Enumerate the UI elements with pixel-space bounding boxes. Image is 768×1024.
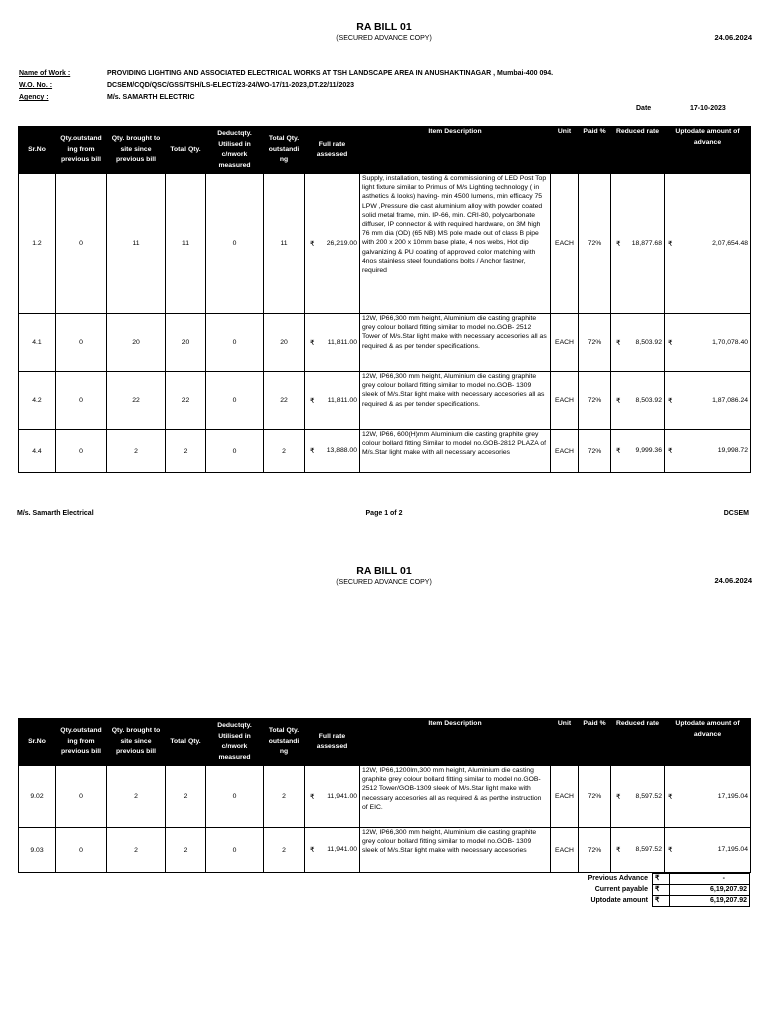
reduced-rate-value: 9,999.36 (635, 447, 662, 454)
rupee-symbol: ₹ (653, 885, 670, 896)
rupee-symbol: ₹ (616, 339, 621, 347)
cell-deduct: 0 (206, 828, 264, 873)
header-full-rate: Full rate assessed (305, 719, 360, 766)
header-unit: Unit (551, 127, 579, 174)
cell-total-outstanding: 20 (264, 314, 305, 372)
reduced-rate-value: 8,503.92 (635, 396, 662, 404)
rupee-symbol: ₹ (616, 793, 621, 801)
cell-total-outstanding: 2 (264, 828, 305, 873)
header-outstanding: Qty.outstand ing from previous bill (56, 719, 107, 766)
rupee-symbol: ₹ (653, 874, 670, 885)
cell-paid: 72% (579, 766, 611, 828)
rupee-symbol: ₹ (310, 793, 315, 801)
header-total: Total Qty. (166, 719, 206, 766)
header-outstanding: Qty.outstand ing from previous bill (56, 127, 107, 174)
rupee-symbol: ₹ (668, 339, 673, 347)
table-row (19, 430, 751, 473)
total-row-previous-advance (586, 874, 750, 885)
cell-description: 12W, IP66,300 mm height, Aluminium die casting graphite grey colour bollard fitting similar to model no.GOB- 1309 sleek of M/s.Star light make with necessary accesories all as required & as per tender specifications. (360, 372, 551, 430)
date-value: 17-10-2023 (690, 105, 726, 112)
cell-deduct: 0 (206, 372, 264, 430)
rupee-symbol: ₹ (310, 448, 315, 455)
cell-amount (665, 372, 751, 430)
cell-full-rate (305, 174, 360, 314)
full-rate-value: 13,888.00 (326, 447, 357, 454)
cell-description: Supply, installation, testing & commissioning of LED Post Top light fixture similar to Primus of M/s Lighting technology ( in asthetics & looks) having- min 4500 lumens, min efficacy 75 LPW ,Pressure die cast aluminium alloy with powder coated solid metal frame, min. IP-66, min. CRI-80, polycarbonate diffuser, IP connector & with required hardware, on 3M high 76 mm dia (OD) (65 NB) MS pole made out of class B pipe with 200 x 200 x 10mm base plate, 4 nos webs, Hot dip galvanizing & PU coating of approved color matching with 4nos stainless steel foundations bolts / Anchor fastner, required (360, 174, 551, 314)
cell-description: 12W, IP66,1200lm,300 mm height, Aluminium die casting graphite grey colour bollard fitting similar to model no.GOB-2512 Tower/GOB-1309 sleek of M/s.Star light make with necessary accesories all as required & as perthe instruction of EIC. (360, 766, 551, 828)
cell-outstanding: 0 (56, 766, 107, 828)
full-rate-value: 11,811.00 (327, 338, 357, 346)
rupee-symbol: ₹ (310, 397, 315, 405)
wo-no-row (19, 82, 354, 89)
amount-value: 1,87,086.24 (712, 396, 748, 404)
cell-total: 22 (166, 372, 206, 430)
header-amount: Uptodate amount of advance (665, 127, 751, 174)
full-rate-value: 11,811.00 (327, 396, 357, 404)
footer-agency: M/s. Samarth Electrical (17, 510, 94, 517)
page1-bill-date: 24.06.2024 (714, 33, 752, 42)
cell-reduced-rate (611, 828, 665, 873)
header-full-rate: Full rate assessed (305, 127, 360, 174)
cell-total: 2 (166, 430, 206, 473)
table-header-row (19, 719, 751, 766)
rupee-symbol: ₹ (616, 397, 621, 405)
cell-deduct: 0 (206, 314, 264, 372)
cell-amount (665, 766, 751, 828)
cell-unit: EACH (551, 174, 579, 314)
cell-total-outstanding: 11 (264, 174, 305, 314)
header-reduced-rate: Reduced rate (611, 127, 665, 174)
date-label: Date (636, 105, 652, 112)
full-rate-value: 11,941.00 (327, 792, 357, 800)
header-brought: Qty. brought to site since previous bill (107, 127, 166, 174)
cell-total: 2 (166, 766, 206, 828)
rupee-symbol: ₹ (310, 847, 315, 854)
header-sr: Sr.No (19, 719, 56, 766)
uptodate-amount-value: 6,19,207.92 (670, 896, 750, 907)
cell-brought: 20 (107, 314, 166, 372)
cell-brought: 2 (107, 430, 166, 473)
cell-total: 11 (166, 174, 206, 314)
header-total-outstanding: Total Qty. outstandi ng (264, 719, 305, 766)
rupee-symbol: ₹ (668, 448, 673, 455)
agency-label: Agency : (19, 94, 49, 101)
table-row (19, 766, 751, 828)
header-amount: Uptodate amount of advance (665, 719, 751, 766)
cell-brought: 11 (107, 174, 166, 314)
header-deduct: Deductqty. Utilised in c/nwork measured (206, 127, 264, 174)
cell-amount (665, 314, 751, 372)
cell-amount (665, 174, 751, 314)
cell-full-rate (305, 430, 360, 473)
cell-paid: 72% (579, 372, 611, 430)
cell-paid: 72% (579, 314, 611, 372)
header-total-outstanding: Total Qty. outstandi ng (264, 127, 305, 174)
cell-description: 12W, IP66, 600(H)mm Aluminium die casting graphite grey colour bollard fitting Similar to model no.GOB-2812 PLAZA of M/s.Star light make with all necessary accesories (360, 430, 551, 473)
amount-value: 19,998.72 (717, 447, 748, 454)
cell-reduced-rate (611, 430, 665, 473)
cell-brought: 2 (107, 766, 166, 828)
cell-reduced-rate (611, 174, 665, 314)
header-reduced-rate: Reduced rate (611, 719, 665, 766)
rupee-symbol: ₹ (668, 847, 673, 854)
wo-no-label: W.O. No. : (19, 82, 53, 89)
cell-amount (665, 430, 751, 473)
header-description: Item Description (360, 719, 551, 766)
name-of-work-row (19, 70, 553, 77)
header-total: Total Qty. (166, 127, 206, 174)
cell-brought: 2 (107, 828, 166, 873)
cell-reduced-rate (611, 766, 665, 828)
cell-unit: EACH (551, 372, 579, 430)
page2-subtitle: (SECURED ADVANCE COPY) (336, 579, 432, 586)
current-payable-label: Current payable (594, 886, 648, 893)
cell-sr: 4.2 (19, 372, 56, 430)
cell-full-rate (305, 828, 360, 873)
cell-total: 2 (166, 828, 206, 873)
current-payable-value: 6,19,207.92 (670, 885, 750, 896)
cell-outstanding: 0 (56, 314, 107, 372)
name-of-work-label: Name of Work : (19, 70, 71, 77)
cell-description: 12W, IP66,300 mm height, Aluminium die casting graphite grey colour bollard fitting similar to model no.GOB- 1309 sleek of M/s.Star light make with necessary accesories (360, 828, 551, 873)
cell-description: 12W, IP66,300 mm height, Aluminium die casting graphite grey colour bollard fitting similar to model no.GOB- 2512 Tower of M/s.Star light make with necessary accesories all as required & as per tender specifications. (360, 314, 551, 372)
cell-outstanding: 0 (56, 828, 107, 873)
cell-total-outstanding: 2 (264, 766, 305, 828)
header-description: Item Description (360, 127, 551, 174)
rupee-symbol: ₹ (616, 240, 621, 248)
header-sr: Sr.No (19, 127, 56, 174)
cell-unit: EACH (551, 430, 579, 473)
reduced-rate-value: 8,503.92 (635, 338, 662, 346)
uptodate-amount-label: Uptodate amount (590, 897, 648, 904)
cell-sr: 9.03 (19, 828, 56, 873)
bill-table-page1 (18, 126, 751, 473)
cell-unit: EACH (551, 766, 579, 828)
cell-sr: 9.02 (19, 766, 56, 828)
rupee-symbol: ₹ (653, 896, 670, 907)
cell-full-rate (305, 372, 360, 430)
header-paid: Paid % (579, 127, 611, 174)
total-row-current-payable (586, 885, 750, 896)
table-row (19, 174, 751, 314)
cell-paid: 72% (579, 430, 611, 473)
cell-outstanding: 0 (56, 430, 107, 473)
cell-sr: 1.2 (19, 174, 56, 314)
cell-sr: 4.1 (19, 314, 56, 372)
cell-outstanding: 0 (56, 372, 107, 430)
cell-full-rate (305, 766, 360, 828)
table-header-row (19, 127, 751, 174)
rupee-symbol: ₹ (668, 397, 673, 405)
cell-reduced-rate (611, 314, 665, 372)
page1-subtitle: (SECURED ADVANCE COPY) (336, 35, 432, 42)
table-row (19, 314, 751, 372)
rupee-symbol: ₹ (616, 448, 621, 455)
page2-bill-date: 24.06.2024 (714, 576, 752, 585)
cell-deduct: 0 (206, 174, 264, 314)
total-row-uptodate-amount (586, 896, 750, 907)
rupee-symbol: ₹ (310, 339, 315, 347)
cell-sr: 4.4 (19, 430, 56, 473)
table-row (19, 372, 751, 430)
table-row (19, 828, 751, 873)
previous-advance-value: - (670, 874, 750, 885)
reduced-rate-value: 8,597.52 (635, 792, 662, 800)
cell-brought: 22 (107, 372, 166, 430)
agency-value: M/s. SAMARTH ELECTRIC (107, 94, 195, 101)
header-paid: Paid % (579, 719, 611, 766)
header-deduct: Deductqty. Utilised in c/nwork measured (206, 719, 264, 766)
cell-total: 20 (166, 314, 206, 372)
rupee-symbol: ₹ (668, 240, 673, 248)
agency-row (19, 94, 195, 101)
amount-value: 2,07,654.48 (712, 239, 748, 247)
cell-unit: EACH (551, 828, 579, 873)
cell-paid: 72% (579, 174, 611, 314)
rupee-symbol: ₹ (616, 847, 621, 854)
cell-unit: EACH (551, 314, 579, 372)
reduced-rate-value: 8,597.52 (635, 846, 662, 853)
header-brought: Qty. brought to site since previous bill (107, 719, 166, 766)
page2-title: RA BILL 01 (356, 565, 412, 577)
full-rate-value: 11,941.00 (327, 846, 357, 853)
amount-value: 17,195.04 (717, 846, 748, 853)
name-of-work-value: PROVIDING LIGHTING AND ASSOCIATED ELECTRICAL WORKS AT TSH LANDSCAPE AREA IN ANUSHAKTINAGAR , Mumbai-400 094. (107, 70, 554, 77)
amount-value: 17,195.04 (717, 792, 748, 800)
rupee-symbol: ₹ (310, 240, 315, 248)
footer-page-number: Page 1 of 2 (365, 510, 403, 517)
header-unit: Unit (551, 719, 579, 766)
cell-total-outstanding: 2 (264, 430, 305, 473)
cell-deduct: 0 (206, 430, 264, 473)
totals-block (586, 873, 750, 907)
cell-full-rate (305, 314, 360, 372)
cell-paid: 72% (579, 828, 611, 873)
cell-amount (665, 828, 751, 873)
bill-table-page2 (18, 718, 751, 873)
cell-outstanding: 0 (56, 174, 107, 314)
reduced-rate-value: 18,877.68 (631, 239, 662, 247)
wo-no-value: DCSEM/CQD/QSC/GSS/TSH/LS-ELECT/23-24/WO-17/11-2023,DT.22/11/2023 (107, 82, 355, 89)
rupee-symbol: ₹ (668, 793, 673, 801)
page1-title: RA BILL 01 (356, 21, 412, 33)
cell-reduced-rate (611, 372, 665, 430)
full-rate-value: 26,219.00 (326, 239, 357, 247)
cell-total-outstanding: 22 (264, 372, 305, 430)
previous-advance-label: Previous Advance (587, 875, 648, 882)
amount-value: 1,70,078.40 (712, 338, 748, 346)
footer-dcsem: DCSEM (723, 510, 749, 517)
cell-deduct: 0 (206, 766, 264, 828)
